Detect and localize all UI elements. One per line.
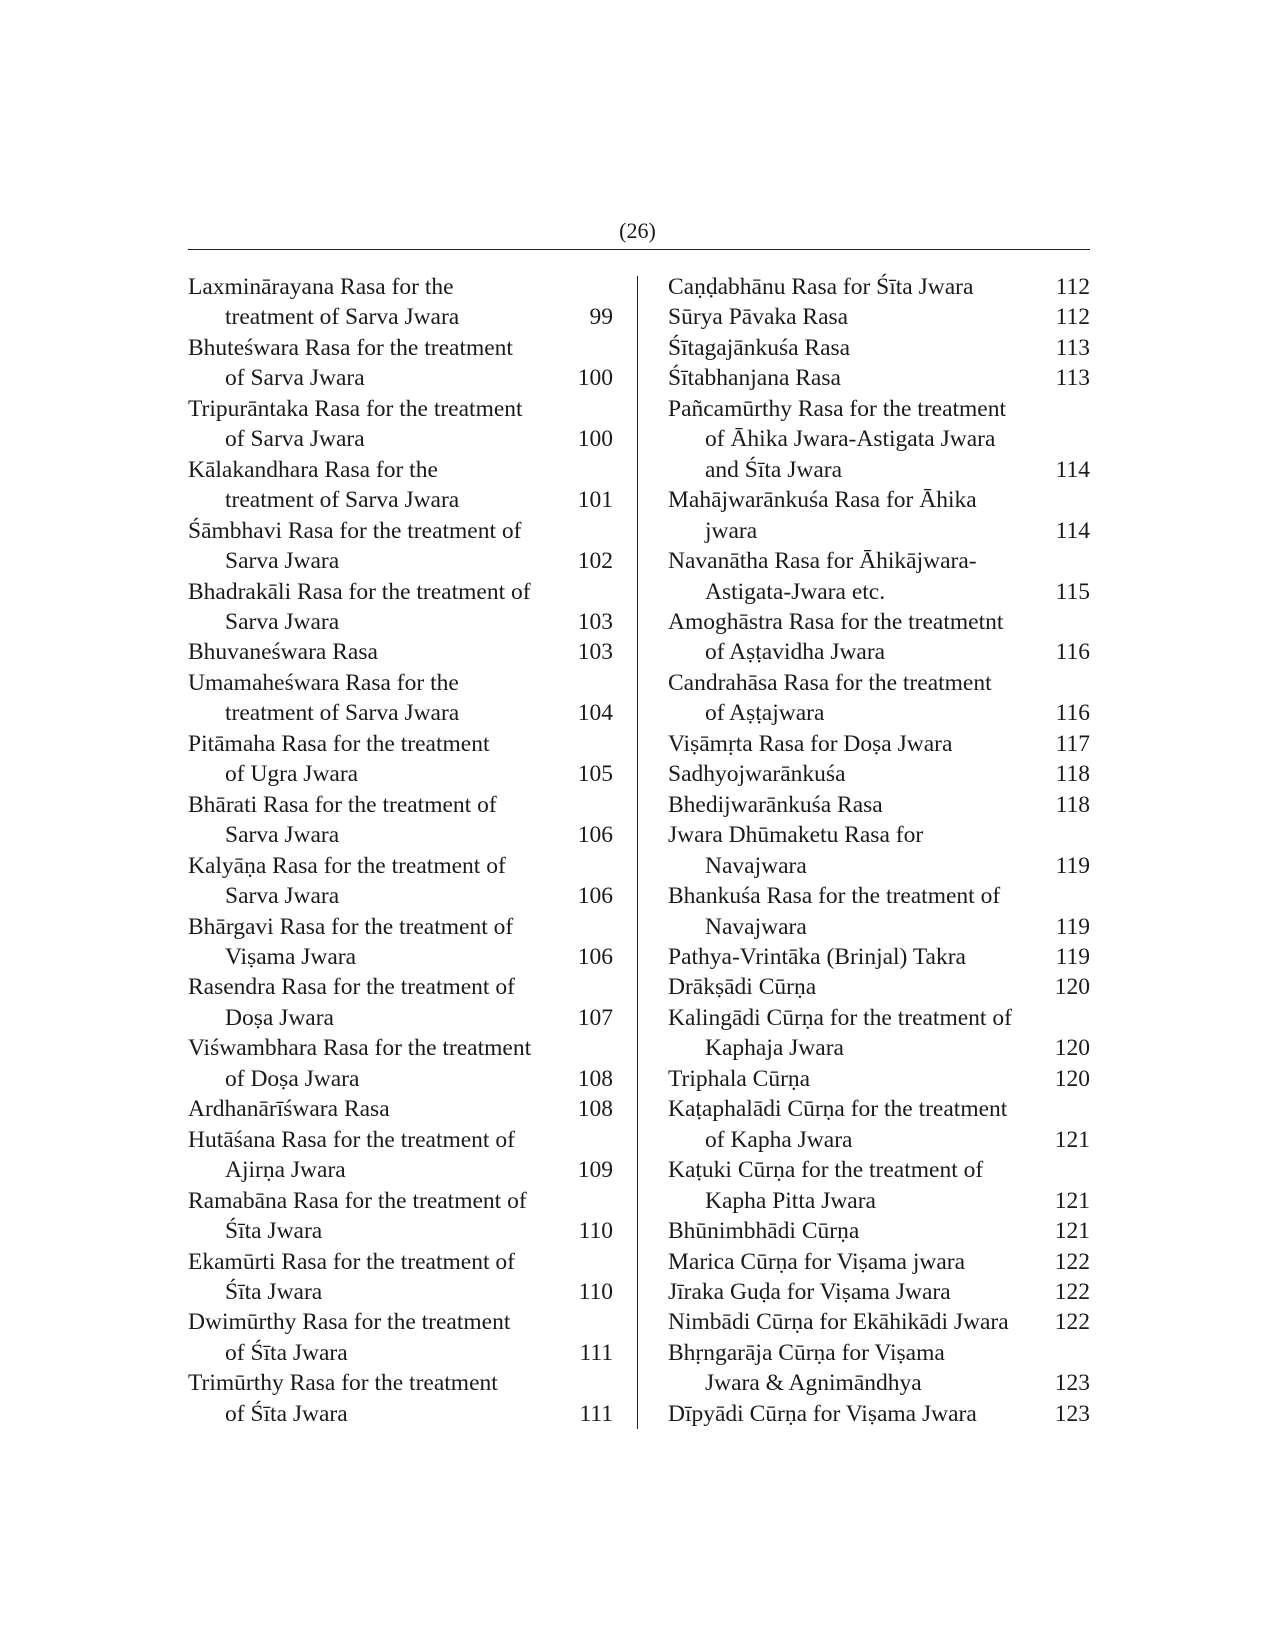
toc-entry-title: Sadhyojwarānkuśa bbox=[668, 761, 846, 788]
toc-entry-page: 104 bbox=[577, 700, 613, 727]
toc-entry bbox=[188, 851, 613, 912]
toc-entry-page: 122 bbox=[1054, 1309, 1090, 1336]
toc-entry-title: Navajwara bbox=[705, 913, 807, 940]
toc-entry-page: 106 bbox=[577, 943, 613, 970]
toc-entry-title: Kaṭuki Cūrṇa for the treatment of bbox=[668, 1157, 984, 1184]
toc-entry-line bbox=[668, 577, 1090, 607]
toc-entry-page: 107 bbox=[577, 1004, 613, 1031]
toc-entry-line bbox=[188, 1338, 613, 1368]
toc-entry-line bbox=[188, 1216, 613, 1246]
toc-entry-title: Sarva Jwara bbox=[225, 548, 340, 575]
toc-entry bbox=[188, 1033, 613, 1094]
toc-entry-title: Viṣāmṛta Rasa for Doṣa Jwara bbox=[668, 730, 953, 757]
page-number: (26) bbox=[619, 218, 656, 243]
toc-entry-line bbox=[668, 1399, 1090, 1429]
toc-entry-line bbox=[668, 881, 1090, 911]
toc-entry-title: Pitāmaha Rasa for the treatment bbox=[188, 730, 490, 757]
toc-entry bbox=[668, 485, 1090, 546]
toc-entry-title: jwara bbox=[705, 517, 758, 544]
toc-entry-title: treatment of Sarva Jwara bbox=[225, 487, 460, 514]
toc-entry bbox=[188, 333, 613, 394]
toc-entry bbox=[668, 1307, 1090, 1337]
toc-entry bbox=[668, 1155, 1090, 1216]
toc-entry-line bbox=[668, 394, 1090, 424]
toc-entry-page: 109 bbox=[577, 1157, 613, 1184]
toc-entry bbox=[188, 1125, 613, 1186]
toc-entry-line bbox=[668, 363, 1090, 393]
toc-entry-line bbox=[188, 485, 613, 515]
toc-entry-title: of Ugra Jwara bbox=[225, 761, 359, 788]
toc-entry bbox=[668, 1399, 1090, 1429]
toc-entry-page: 118 bbox=[1055, 761, 1090, 788]
toc-entry bbox=[188, 272, 613, 333]
toc-entry-title: Astigata-Jwara etc. bbox=[705, 578, 886, 605]
toc-entry-line bbox=[668, 912, 1090, 942]
toc-entry-title: Navanātha Rasa for Āhikājwara- bbox=[668, 548, 977, 575]
toc-entry-page: 115 bbox=[1055, 578, 1090, 605]
toc-entry-line bbox=[668, 790, 1090, 820]
toc-entry-title: Pañcamūrthy Rasa for the treatment bbox=[668, 395, 1007, 422]
toc-entry-line bbox=[668, 668, 1090, 698]
toc-entry-page: 103 bbox=[577, 639, 613, 666]
toc-entry-line bbox=[188, 1247, 613, 1277]
toc-entry-page: 113 bbox=[1055, 365, 1090, 392]
toc-entry-page: 111 bbox=[579, 1339, 613, 1366]
toc-entry-title: Pathya-Vrintāka (Brinjal) Takra bbox=[668, 943, 966, 970]
toc-entry-title: Bhārati Rasa for the treatment of bbox=[188, 791, 497, 818]
toc-entry bbox=[188, 1307, 613, 1368]
toc-entry-title: Ekamūrti Rasa for the treatment of bbox=[188, 1248, 515, 1275]
toc-entry-line bbox=[668, 333, 1090, 363]
toc-entry-title: Jwara Dhūmaketu Rasa for bbox=[668, 822, 924, 849]
contents-column-left bbox=[188, 272, 613, 1429]
toc-entry bbox=[668, 363, 1090, 393]
toc-entry-title: Śīta Jwara bbox=[225, 1278, 323, 1305]
toc-entry-page: 119 bbox=[1055, 943, 1090, 970]
toc-entry-page: 114 bbox=[1055, 456, 1090, 483]
toc-entry-line bbox=[188, 577, 613, 607]
toc-entry-page: 101 bbox=[577, 487, 613, 514]
toc-entry-line bbox=[188, 790, 613, 820]
toc-entry-title: Amoghāstra Rasa for the treatmetnt bbox=[668, 608, 1004, 635]
toc-entry-title: Śīta Jwara bbox=[225, 1218, 323, 1245]
toc-entry bbox=[188, 668, 613, 729]
toc-entry bbox=[188, 790, 613, 851]
toc-entry-page: 120 bbox=[1054, 1065, 1090, 1092]
toc-entry-title: Nimbādi Cūrṇa for Ekāhikādi Jwara bbox=[668, 1309, 1009, 1336]
toc-entry bbox=[668, 1247, 1090, 1277]
toc-entry-line bbox=[188, 1033, 613, 1063]
toc-entry-line bbox=[188, 1186, 613, 1216]
toc-entry-title: of Śīta Jwara bbox=[225, 1339, 348, 1366]
toc-entry-title: Ramabāna Rasa for the treatment of bbox=[188, 1187, 527, 1214]
toc-entry-title: Bhuteśwara Rasa for the treatment bbox=[188, 334, 513, 361]
toc-entry-line bbox=[188, 1399, 613, 1429]
toc-entry-title: Śāmbhavi Rasa for the treatment of bbox=[188, 517, 522, 544]
toc-entry-title: of Śīta Jwara bbox=[225, 1400, 348, 1427]
toc-entry bbox=[668, 1003, 1090, 1064]
toc-entry-title: of Aṣṭajwara bbox=[705, 700, 825, 727]
toc-entry-line bbox=[188, 912, 613, 942]
toc-entry-line bbox=[188, 698, 613, 728]
toc-entry-title: Dīpyādi Cūrṇa for Viṣama Jwara bbox=[668, 1400, 977, 1427]
toc-entry-line bbox=[668, 820, 1090, 850]
toc-entry-title: Navajwara bbox=[705, 852, 807, 879]
toc-entry-page: 116 bbox=[1055, 639, 1090, 666]
toc-entry-page: 103 bbox=[577, 608, 613, 635]
toc-entry-page: 113 bbox=[1055, 334, 1090, 361]
toc-entry-line bbox=[188, 942, 613, 972]
column-divider bbox=[637, 276, 638, 1429]
toc-entry-line bbox=[668, 637, 1090, 667]
toc-entry-line bbox=[668, 1368, 1090, 1398]
toc-entry-line bbox=[188, 1064, 613, 1094]
toc-entry-line bbox=[188, 881, 613, 911]
toc-entry-line bbox=[668, 1155, 1090, 1185]
toc-entry-line bbox=[668, 485, 1090, 515]
toc-entry-title: Dwimūrthy Rasa for the treatment bbox=[188, 1309, 511, 1336]
toc-entry bbox=[188, 729, 613, 790]
contents-column-right bbox=[668, 272, 1090, 1429]
toc-entry bbox=[188, 972, 613, 1033]
toc-entry-line bbox=[668, 302, 1090, 332]
toc-entry-page: 110 bbox=[578, 1218, 613, 1245]
toc-entry-title: Ajirṇa Jwara bbox=[225, 1157, 346, 1184]
toc-entry bbox=[188, 1094, 613, 1124]
toc-entry-line bbox=[188, 972, 613, 1002]
toc-entry-title: Bhadrakāli Rasa for the treatment of bbox=[188, 578, 531, 605]
toc-entry-line bbox=[188, 302, 613, 332]
toc-entry-title: of Sarva Jwara bbox=[225, 365, 365, 392]
toc-entry-title: Sarva Jwara bbox=[225, 608, 340, 635]
toc-entry bbox=[668, 881, 1090, 942]
toc-entry-line bbox=[188, 1003, 613, 1033]
toc-entry bbox=[188, 1186, 613, 1247]
toc-entry-title: Caṇḍabhānu Rasa for Śīta Jwara bbox=[668, 274, 974, 300]
toc-entry-title: Kaphaja Jwara bbox=[705, 1035, 844, 1062]
toc-entry-title: Mahājwarānkuśa Rasa for Āhika bbox=[668, 487, 977, 514]
toc-entry-page: 102 bbox=[577, 548, 613, 575]
toc-entry bbox=[668, 607, 1090, 668]
toc-entry-page: 122 bbox=[1054, 1278, 1090, 1305]
toc-entry-page: 121 bbox=[1054, 1218, 1090, 1245]
toc-entry-page: 122 bbox=[1054, 1248, 1090, 1275]
toc-entry-page: 121 bbox=[1054, 1126, 1090, 1153]
toc-entry-title: and Śīta Jwara bbox=[705, 456, 843, 483]
toc-entry-page: 121 bbox=[1054, 1187, 1090, 1214]
toc-entry-line bbox=[668, 1003, 1090, 1033]
toc-entry-line bbox=[188, 1094, 613, 1124]
toc-entry-title: Bhankuśa Rasa for the treatment of bbox=[668, 883, 1001, 910]
toc-entry-title: Triphala Cūrṇa bbox=[668, 1065, 811, 1092]
toc-entry-title: Sarva Jwara bbox=[225, 883, 340, 910]
toc-entry-title: Bhūnimbhādi Cūrṇa bbox=[668, 1218, 860, 1245]
toc-entry-title: Drākṣādi Cūrṇa bbox=[668, 974, 817, 1001]
toc-entry-title: Kalingādi Cūrṇa for the treatment of bbox=[668, 1004, 1012, 1031]
toc-entry bbox=[188, 516, 613, 577]
toc-entry bbox=[188, 577, 613, 638]
toc-entry-page: 112 bbox=[1055, 274, 1090, 300]
toc-entry-line bbox=[668, 1033, 1090, 1063]
toc-entry-line bbox=[668, 607, 1090, 637]
toc-entry bbox=[668, 394, 1090, 485]
toc-entry-line bbox=[668, 759, 1090, 789]
toc-entry bbox=[188, 1368, 613, 1429]
toc-entry-page: 112 bbox=[1055, 304, 1090, 331]
toc-entry-title: Marica Cūrṇa for Viṣama jwara bbox=[668, 1248, 966, 1275]
toc-entry bbox=[668, 1216, 1090, 1246]
toc-entry-page: 119 bbox=[1055, 913, 1090, 940]
toc-entry bbox=[668, 546, 1090, 607]
toc-entry-line bbox=[188, 455, 613, 485]
toc-entry-line bbox=[188, 1307, 613, 1337]
toc-entry-title: Kalyāṇa Rasa for the treatment of bbox=[188, 852, 506, 879]
toc-entry-title: Candrahāsa Rasa for the treatment bbox=[668, 669, 992, 696]
toc-entry-line bbox=[188, 394, 613, 424]
toc-entry-title: of Kapha Jwara bbox=[705, 1126, 853, 1153]
toc-entry-line bbox=[188, 1155, 613, 1185]
toc-entry-line bbox=[668, 851, 1090, 881]
toc-entry-page: 111 bbox=[579, 1400, 613, 1427]
toc-entry bbox=[668, 790, 1090, 820]
toc-entry bbox=[668, 942, 1090, 972]
toc-entry-title: treatment of Sarva Jwara bbox=[225, 304, 460, 331]
toc-entry-line bbox=[188, 516, 613, 546]
toc-entry-line bbox=[668, 1216, 1090, 1246]
toc-entry-page: 119 bbox=[1055, 852, 1090, 879]
toc-entry-line bbox=[188, 424, 613, 454]
toc-entry bbox=[188, 455, 613, 516]
toc-entry-line bbox=[188, 546, 613, 576]
toc-entry-line bbox=[668, 424, 1090, 454]
toc-entry-page: 120 bbox=[1054, 974, 1090, 1001]
toc-entry-line bbox=[188, 729, 613, 759]
toc-entry bbox=[188, 912, 613, 973]
toc-entry bbox=[668, 333, 1090, 363]
toc-entry-page: 114 bbox=[1055, 517, 1090, 544]
toc-entry bbox=[188, 394, 613, 455]
toc-entry-title: Rasendra Rasa for the treatment of bbox=[188, 974, 515, 1001]
toc-entry-title: Bhuvaneśwara Rasa bbox=[188, 639, 378, 666]
toc-entry-line bbox=[668, 1064, 1090, 1094]
toc-entry-title: treatment of Sarva Jwara bbox=[225, 700, 460, 727]
toc-entry bbox=[668, 1094, 1090, 1155]
toc-entry-line bbox=[668, 1125, 1090, 1155]
toc-entry-title: Doṣa Jwara bbox=[225, 1004, 334, 1031]
toc-entry-title: Kaṭaphalādi Cūrṇa for the treatment bbox=[668, 1096, 1008, 1123]
toc-entry-line bbox=[188, 333, 613, 363]
toc-entry-line bbox=[188, 272, 613, 302]
toc-entry-line bbox=[668, 1277, 1090, 1307]
toc-entry-line bbox=[188, 668, 613, 698]
toc-entry-page: 110 bbox=[578, 1278, 613, 1305]
toc-entry-line bbox=[668, 729, 1090, 759]
toc-entry-line bbox=[668, 942, 1090, 972]
toc-entry-line bbox=[188, 759, 613, 789]
toc-entry-line bbox=[188, 607, 613, 637]
toc-entry-title: Viśwambhara Rasa for the treatment bbox=[188, 1035, 532, 1062]
toc-entry-line bbox=[188, 820, 613, 850]
toc-entry-title: Kālakandhara Rasa for the bbox=[188, 456, 438, 483]
toc-entry-page: 123 bbox=[1054, 1400, 1090, 1427]
toc-entry bbox=[668, 820, 1090, 881]
toc-entry-line bbox=[668, 516, 1090, 546]
toc-entry bbox=[188, 637, 613, 667]
toc-entry bbox=[668, 302, 1090, 332]
toc-entry bbox=[668, 1338, 1090, 1399]
toc-entry-line bbox=[188, 851, 613, 881]
toc-entry-line bbox=[668, 1094, 1090, 1124]
toc-entry-line bbox=[188, 1368, 613, 1398]
toc-entry-line bbox=[668, 1247, 1090, 1277]
toc-entry-title: Ardhanārīśwara Rasa bbox=[188, 1096, 390, 1123]
toc-entry-title: Śītagajānkuśa Rasa bbox=[668, 334, 851, 361]
toc-entry-line bbox=[668, 1338, 1090, 1368]
toc-entry-title: Bhṛngarāja Cūrṇa for Viṣama bbox=[668, 1339, 945, 1366]
toc-entry-page: 117 bbox=[1055, 730, 1090, 757]
toc-entry bbox=[668, 668, 1090, 729]
toc-entry-line bbox=[668, 972, 1090, 1002]
toc-entry bbox=[668, 1277, 1090, 1307]
toc-entry-page: 100 bbox=[577, 365, 613, 392]
toc-entry-title: Kapha Pitta Jwara bbox=[705, 1187, 876, 1214]
header-rule bbox=[188, 249, 1090, 250]
toc-entry-page: 99 bbox=[589, 304, 613, 331]
toc-entry-page: 108 bbox=[577, 1065, 613, 1092]
toc-entry bbox=[668, 729, 1090, 759]
toc-entry-line bbox=[188, 637, 613, 667]
toc-entry-title: Tripurāntaka Rasa for the treatment bbox=[188, 395, 523, 422]
toc-entry-title: of Āhika Jwara-Astigata Jwara bbox=[705, 426, 996, 453]
toc-entry-title: Sūrya Pāvaka Rasa bbox=[668, 304, 849, 331]
toc-entry-line bbox=[188, 1125, 613, 1155]
toc-entry-line bbox=[668, 455, 1090, 485]
toc-entry-line bbox=[668, 1307, 1090, 1337]
toc-entry-title: Viṣama Jwara bbox=[225, 943, 357, 970]
toc-entry bbox=[668, 1064, 1090, 1094]
toc-entry-line bbox=[668, 1186, 1090, 1216]
toc-entry bbox=[188, 1247, 613, 1308]
toc-entry-title: Umamaheśwara Rasa for the bbox=[188, 669, 459, 696]
toc-entry-line bbox=[668, 698, 1090, 728]
toc-entry-title: Bhārgavi Rasa for the treatment of bbox=[188, 913, 514, 940]
toc-entry-page: 100 bbox=[577, 426, 613, 453]
toc-entry-title: Śītabhanjana Rasa bbox=[668, 365, 841, 392]
toc-entry-title: Laxminārayana Rasa for the bbox=[188, 274, 454, 300]
toc-entry-title: Bhedijwarānkuśa Rasa bbox=[668, 791, 883, 818]
toc-entry-page: 105 bbox=[577, 761, 613, 788]
toc-entry-title: Jwara & Agnimāndhya bbox=[705, 1370, 922, 1397]
toc-entry-page: 108 bbox=[577, 1096, 613, 1123]
toc-entry-title: of Doṣa Jwara bbox=[225, 1065, 360, 1092]
toc-entry-page: 120 bbox=[1054, 1035, 1090, 1062]
toc-entry-title: of Sarva Jwara bbox=[225, 426, 365, 453]
toc-entry-title: Hutāśana Rasa for the treatment of bbox=[188, 1126, 515, 1153]
toc-entry bbox=[668, 972, 1090, 1002]
toc-entry-title: Trimūrthy Rasa for the treatment bbox=[188, 1370, 498, 1397]
toc-entry-line bbox=[668, 272, 1090, 302]
toc-entry-page: 118 bbox=[1055, 791, 1090, 818]
toc-entry-page: 123 bbox=[1054, 1370, 1090, 1397]
toc-entry-line bbox=[668, 546, 1090, 576]
toc-entry-line bbox=[188, 363, 613, 393]
toc-entry bbox=[668, 759, 1090, 789]
toc-entry-line bbox=[188, 1277, 613, 1307]
toc-entry-title: Sarva Jwara bbox=[225, 822, 340, 849]
toc-entry-page: 116 bbox=[1055, 700, 1090, 727]
toc-entry-page: 106 bbox=[577, 822, 613, 849]
toc-entry-page: 106 bbox=[577, 883, 613, 910]
toc-entry bbox=[668, 272, 1090, 302]
toc-entry-title: of Aṣṭavidha Jwara bbox=[705, 639, 886, 666]
toc-entry-title: Jīraka Guḍa for Viṣama Jwara bbox=[668, 1278, 951, 1305]
